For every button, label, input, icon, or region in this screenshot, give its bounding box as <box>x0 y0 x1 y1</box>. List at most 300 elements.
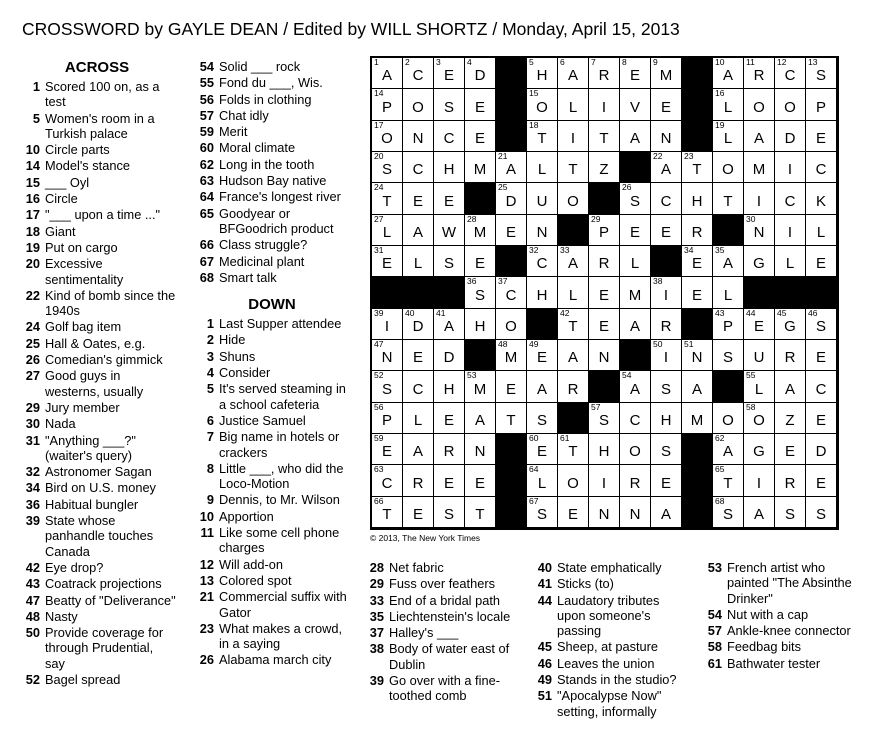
clue-item <box>192 652 352 667</box>
grid-cell[interactable] <box>651 497 682 528</box>
grid-cell[interactable] <box>465 277 496 309</box>
grid-cell[interactable] <box>744 403 775 434</box>
cell-letter: S <box>722 349 733 366</box>
grid-cell[interactable] <box>651 371 682 403</box>
grid-cell[interactable] <box>496 371 527 403</box>
clue-number: 10 <box>25 142 40 158</box>
clue-number: 62 <box>199 156 214 172</box>
grid-cell[interactable] <box>713 309 744 340</box>
clue-item <box>192 157 352 172</box>
clue-item <box>18 207 176 222</box>
black-square <box>620 152 651 183</box>
grid-cell[interactable] <box>558 277 589 309</box>
grid-cell[interactable] <box>403 403 434 434</box>
grid-cell[interactable] <box>651 152 682 183</box>
clue-text: Apportion <box>219 508 274 524</box>
grid-cell[interactable] <box>744 371 775 403</box>
grid-cell[interactable] <box>465 309 496 340</box>
grid-cell[interactable] <box>527 152 558 183</box>
clue-text: End of a bridal path <box>389 592 500 608</box>
grid-cell[interactable] <box>806 246 837 277</box>
clue-text: What makes a crowd, in a saying <box>219 620 343 652</box>
grid-cell[interactable] <box>620 183 651 215</box>
grid-cell[interactable] <box>651 277 682 309</box>
cell-letter: M <box>473 161 487 178</box>
grid-cell[interactable] <box>620 497 651 528</box>
grid-cell[interactable] <box>713 121 744 152</box>
grid-cell[interactable] <box>434 465 465 497</box>
grid-cell[interactable] <box>372 497 403 528</box>
grid-cell[interactable] <box>558 246 589 277</box>
grid-cell[interactable] <box>558 152 589 183</box>
grid-cell[interactable] <box>496 152 527 183</box>
cell-letter: A <box>381 67 392 84</box>
clue-item <box>530 576 680 591</box>
grid-cell[interactable] <box>496 309 527 340</box>
grid-cell[interactable] <box>651 340 682 371</box>
grid-cell[interactable] <box>589 152 620 183</box>
grid-cell[interactable] <box>682 371 713 403</box>
grid-cell[interactable] <box>806 121 837 152</box>
grid-cell[interactable] <box>527 121 558 152</box>
cell-number: 14 <box>374 88 384 98</box>
cell-letter: I <box>756 193 762 210</box>
grid-cell[interactable] <box>434 121 465 152</box>
grid-cell[interactable] <box>403 309 434 340</box>
grid-cell[interactable] <box>713 246 744 277</box>
clue-number: 23 <box>199 620 214 636</box>
grid-cell[interactable] <box>775 246 806 277</box>
grid-cell[interactable] <box>775 340 806 371</box>
grid-cell[interactable] <box>465 152 496 183</box>
grid-cell[interactable] <box>403 183 434 215</box>
grid-cell[interactable] <box>620 277 651 309</box>
cell-letter: O <box>722 161 734 178</box>
grid-cell[interactable] <box>744 215 775 246</box>
down-clues-column-4 <box>530 560 680 720</box>
grid-cell[interactable] <box>558 371 589 403</box>
cell-letter: E <box>660 224 671 241</box>
grid-cell[interactable] <box>434 371 465 403</box>
cell-letter: E <box>691 287 702 304</box>
grid-cell[interactable] <box>558 340 589 371</box>
grid-cell[interactable] <box>372 340 403 371</box>
grid-cell[interactable] <box>713 340 744 371</box>
cell-number: 59 <box>374 433 384 443</box>
grid-cell[interactable] <box>620 465 651 497</box>
cell-letter: L <box>723 130 733 147</box>
grid-cell[interactable] <box>589 465 620 497</box>
grid-cell[interactable] <box>434 309 465 340</box>
cell-number: 1 <box>374 57 379 67</box>
grid-cell[interactable] <box>744 183 775 215</box>
cell-letter: T <box>599 130 609 147</box>
clue-text: Go over with a fine-toothed comb <box>389 673 500 704</box>
clue-item <box>18 158 176 173</box>
clue-text: Hall & Oates, e.g. <box>45 335 146 351</box>
grid-cell[interactable] <box>465 121 496 152</box>
cell-letter: N <box>660 130 672 147</box>
grid-cell[interactable] <box>434 58 465 89</box>
clue-number: 48 <box>25 608 40 624</box>
cell-letter: N <box>598 349 610 366</box>
clue-item <box>362 609 514 624</box>
cell-number: 33 <box>560 245 570 255</box>
grid-cell[interactable] <box>744 121 775 152</box>
clue-number: 17 <box>25 207 40 223</box>
clue-item <box>192 75 352 90</box>
clue-number: 26 <box>199 652 214 668</box>
clue-number: 39 <box>25 513 40 529</box>
cell-number: 29 <box>591 214 601 224</box>
grid-cell[interactable] <box>527 277 558 309</box>
grid-cell[interactable] <box>589 340 620 371</box>
grid-cell[interactable] <box>775 121 806 152</box>
grid-cell[interactable] <box>465 246 496 277</box>
grid-cell[interactable] <box>806 58 837 89</box>
grid-cell[interactable] <box>558 497 589 528</box>
grid-cell[interactable] <box>527 403 558 434</box>
grid-cell[interactable] <box>651 434 682 465</box>
grid-cell[interactable] <box>620 371 651 403</box>
grid-cell[interactable] <box>713 58 744 89</box>
clue-item <box>192 461 352 492</box>
cell-letter: I <box>756 475 762 492</box>
grid-cell[interactable] <box>744 465 775 497</box>
grid-cell[interactable] <box>403 497 434 528</box>
grid-cell[interactable] <box>682 246 713 277</box>
black-square <box>682 465 713 497</box>
grid-cell[interactable] <box>775 58 806 89</box>
grid-cell[interactable] <box>558 58 589 89</box>
cell-letter: A <box>784 381 795 398</box>
grid-cell[interactable] <box>465 497 496 528</box>
cell-letter: O <box>567 193 579 210</box>
grid-cell[interactable] <box>775 497 806 528</box>
grid-cell[interactable] <box>589 403 620 434</box>
grid-cell[interactable] <box>372 183 403 215</box>
cell-number: 4 <box>467 57 472 67</box>
cell-number: 18 <box>529 120 539 130</box>
clue-number: 59 <box>199 124 214 140</box>
grid-cell[interactable] <box>372 215 403 246</box>
grid-cell[interactable] <box>651 309 682 340</box>
grid-cell[interactable] <box>744 309 775 340</box>
clue-text: Merit <box>219 124 248 140</box>
cell-letter: P <box>815 99 826 116</box>
grid-cell[interactable] <box>589 277 620 309</box>
clue-text: Eye drop? <box>45 559 104 575</box>
grid-cell[interactable] <box>775 215 806 246</box>
grid-cell[interactable] <box>589 89 620 121</box>
clue-item <box>18 368 176 399</box>
cell-letter: S <box>815 318 826 335</box>
grid-cell[interactable] <box>527 246 558 277</box>
cell-letter: H <box>691 193 703 210</box>
cell-letter: A <box>567 349 578 366</box>
grid-cell[interactable] <box>682 403 713 434</box>
grid-cell[interactable] <box>744 246 775 277</box>
grid-cell[interactable] <box>496 215 527 246</box>
grid-cell[interactable] <box>744 340 775 371</box>
grid-cell[interactable] <box>775 465 806 497</box>
grid-cell[interactable] <box>682 277 713 309</box>
clue-item <box>18 464 176 479</box>
grid-cell[interactable] <box>620 215 651 246</box>
black-square <box>682 89 713 121</box>
grid-cell[interactable] <box>403 340 434 371</box>
grid-cell[interactable] <box>620 121 651 152</box>
grid-cell[interactable] <box>403 434 434 465</box>
grid-cell[interactable] <box>527 58 558 89</box>
grid-cell[interactable] <box>620 89 651 121</box>
cell-number: 60 <box>529 433 539 443</box>
grid-cell[interactable] <box>806 152 837 183</box>
grid-cell[interactable] <box>713 465 744 497</box>
cell-number: 24 <box>374 182 384 192</box>
grid-cell[interactable] <box>465 215 496 246</box>
grid-cell[interactable] <box>558 465 589 497</box>
cell-letter: U <box>536 193 548 210</box>
grid-cell[interactable] <box>465 89 496 121</box>
grid-cell[interactable] <box>806 183 837 215</box>
cell-number: 51 <box>684 339 694 349</box>
grid-cell[interactable] <box>403 89 434 121</box>
grid-cell[interactable] <box>434 340 465 371</box>
grid-cell[interactable] <box>620 246 651 277</box>
grid-cell[interactable] <box>589 434 620 465</box>
cell-letter: R <box>784 475 796 492</box>
cell-letter: I <box>601 475 607 492</box>
grid-cell[interactable] <box>434 403 465 434</box>
grid-cell[interactable] <box>620 434 651 465</box>
clue-item <box>192 124 352 139</box>
grid-cell[interactable] <box>806 309 837 340</box>
grid-cell[interactable] <box>775 434 806 465</box>
cell-letter: S <box>381 381 392 398</box>
clue-item <box>18 625 176 671</box>
grid-cell[interactable] <box>527 340 558 371</box>
cell-letter: R <box>691 224 703 241</box>
grid-cell[interactable] <box>558 121 589 152</box>
grid-cell[interactable] <box>372 58 403 89</box>
grid-cell[interactable] <box>434 89 465 121</box>
grid-cell[interactable] <box>589 58 620 89</box>
grid-cell[interactable] <box>496 403 527 434</box>
grid-cell[interactable] <box>682 152 713 183</box>
grid-cell[interactable] <box>372 434 403 465</box>
grid-cell[interactable] <box>775 403 806 434</box>
cell-letter: S <box>536 412 547 429</box>
grid-cell[interactable] <box>775 371 806 403</box>
grid-cell[interactable] <box>744 434 775 465</box>
grid-cell[interactable] <box>465 403 496 434</box>
cell-letter: D <box>412 318 424 335</box>
grid-cell[interactable] <box>651 465 682 497</box>
clue-number: 58 <box>707 639 722 655</box>
grid-cell[interactable] <box>465 371 496 403</box>
grid-cell[interactable] <box>403 246 434 277</box>
clue-text: Last Supper attendee <box>219 316 342 332</box>
clue-number: 42 <box>25 559 40 575</box>
grid-cell[interactable] <box>651 89 682 121</box>
grid-cell[interactable] <box>527 89 558 121</box>
grid-cell[interactable] <box>372 121 403 152</box>
grid-cell[interactable] <box>651 215 682 246</box>
cell-letter: C <box>815 381 827 398</box>
cell-letter: H <box>443 381 455 398</box>
grid-cell[interactable] <box>434 246 465 277</box>
cell-letter: S <box>784 506 795 523</box>
clue-item <box>18 593 176 608</box>
grid-cell[interactable] <box>620 58 651 89</box>
grid-cell[interactable] <box>651 183 682 215</box>
grid-cell[interactable] <box>744 89 775 121</box>
clue-number: 22 <box>25 287 40 303</box>
clue-item <box>18 352 176 367</box>
grid-cell[interactable] <box>682 340 713 371</box>
clue-number: 28 <box>369 560 384 575</box>
grid-cell[interactable] <box>806 434 837 465</box>
cell-letter: L <box>630 255 640 272</box>
grid-cell[interactable] <box>806 371 837 403</box>
grid-cell[interactable] <box>372 465 403 497</box>
cell-letter: W <box>441 224 457 241</box>
clue-number: 10 <box>199 508 214 524</box>
cell-letter: R <box>753 67 765 84</box>
grid-cell[interactable] <box>527 183 558 215</box>
grid-cell[interactable] <box>558 183 589 215</box>
grid-cell[interactable] <box>651 403 682 434</box>
clues-column-2 <box>192 59 352 669</box>
grid-cell[interactable] <box>558 89 589 121</box>
cell-letter: H <box>536 287 548 304</box>
grid-cell[interactable] <box>434 215 465 246</box>
grid-cell[interactable] <box>496 277 527 309</box>
grid-cell[interactable] <box>465 465 496 497</box>
clue-number: 26 <box>25 352 40 368</box>
grid-cell[interactable] <box>403 58 434 89</box>
clue-item <box>192 349 352 364</box>
grid-cell[interactable] <box>775 309 806 340</box>
clue-number: 46 <box>537 655 552 671</box>
grid-cell[interactable] <box>651 121 682 152</box>
grid-cell[interactable] <box>806 465 837 497</box>
grid-cell[interactable] <box>372 309 403 340</box>
grid-cell[interactable] <box>403 215 434 246</box>
clue-number: 67 <box>199 253 214 269</box>
clue-text: Nut with a cap <box>727 606 809 622</box>
grid-cell[interactable] <box>806 497 837 528</box>
grid-cell[interactable] <box>372 246 403 277</box>
grid-cell[interactable] <box>496 340 527 371</box>
grid-cell[interactable] <box>589 309 620 340</box>
cell-letter: C <box>815 161 827 178</box>
grid-cell[interactable] <box>465 434 496 465</box>
grid-cell[interactable] <box>434 183 465 215</box>
grid-cell[interactable] <box>713 403 744 434</box>
grid-cell[interactable] <box>775 152 806 183</box>
grid-cell[interactable] <box>589 246 620 277</box>
cell-letter: E <box>443 475 454 492</box>
cell-letter: N <box>412 130 424 147</box>
grid-cell[interactable] <box>775 183 806 215</box>
grid-cell[interactable] <box>806 215 837 246</box>
grid-cell[interactable] <box>434 434 465 465</box>
grid-cell[interactable] <box>403 152 434 183</box>
cell-letter: R <box>412 475 424 492</box>
grid-cell[interactable] <box>589 121 620 152</box>
grid-cell[interactable] <box>527 497 558 528</box>
cell-letter: C <box>784 67 796 84</box>
grid-cell[interactable] <box>434 152 465 183</box>
grid-cell[interactable] <box>620 309 651 340</box>
grid-cell[interactable] <box>682 215 713 246</box>
grid-cell[interactable] <box>682 183 713 215</box>
grid-cell[interactable] <box>372 152 403 183</box>
grid-cell[interactable] <box>713 152 744 183</box>
grid-cell[interactable] <box>496 183 527 215</box>
cell-number: 35 <box>715 245 725 255</box>
grid-cell[interactable] <box>558 434 589 465</box>
cell-letter: E <box>412 506 423 523</box>
cell-letter: C <box>536 255 548 272</box>
grid-cell[interactable] <box>527 371 558 403</box>
grid-cell[interactable] <box>713 277 744 309</box>
clue-item <box>530 688 680 719</box>
grid-cell[interactable] <box>434 497 465 528</box>
grid-cell[interactable] <box>806 403 837 434</box>
grid-cell[interactable] <box>713 497 744 528</box>
grid-cell[interactable] <box>527 465 558 497</box>
grid-cell[interactable] <box>775 89 806 121</box>
grid-cell[interactable] <box>713 434 744 465</box>
grid-cell[interactable] <box>744 152 775 183</box>
cell-number: 34 <box>684 245 694 255</box>
grid-cell[interactable] <box>744 58 775 89</box>
clue-item <box>530 593 680 639</box>
grid-cell[interactable] <box>403 371 434 403</box>
grid-cell[interactable] <box>806 89 837 121</box>
grid-cell[interactable] <box>372 89 403 121</box>
grid-cell[interactable] <box>558 309 589 340</box>
black-square <box>682 121 713 152</box>
grid-cell[interactable] <box>403 121 434 152</box>
grid-cell[interactable] <box>527 434 558 465</box>
clue-text: Golf bag item <box>45 319 122 335</box>
grid-cell[interactable] <box>651 58 682 89</box>
grid-cell[interactable] <box>713 89 744 121</box>
grid-cell[interactable] <box>589 497 620 528</box>
grid-cell[interactable] <box>372 371 403 403</box>
cell-letter: E <box>784 443 795 460</box>
grid-cell[interactable] <box>372 403 403 434</box>
clue-item <box>18 497 176 512</box>
clue-number: 13 <box>199 572 214 588</box>
grid-cell[interactable] <box>465 58 496 89</box>
grid-cell[interactable] <box>403 465 434 497</box>
grid-cell[interactable] <box>744 497 775 528</box>
grid-cell[interactable] <box>527 215 558 246</box>
clue-text: Good guys in westerns, usually <box>45 368 144 399</box>
clue-item <box>18 513 176 559</box>
clue-item <box>192 621 352 652</box>
grid-cell[interactable] <box>589 215 620 246</box>
grid-cell[interactable] <box>620 403 651 434</box>
grid-cell[interactable] <box>713 183 744 215</box>
cell-letter: E <box>691 255 702 272</box>
grid-cell[interactable] <box>806 340 837 371</box>
